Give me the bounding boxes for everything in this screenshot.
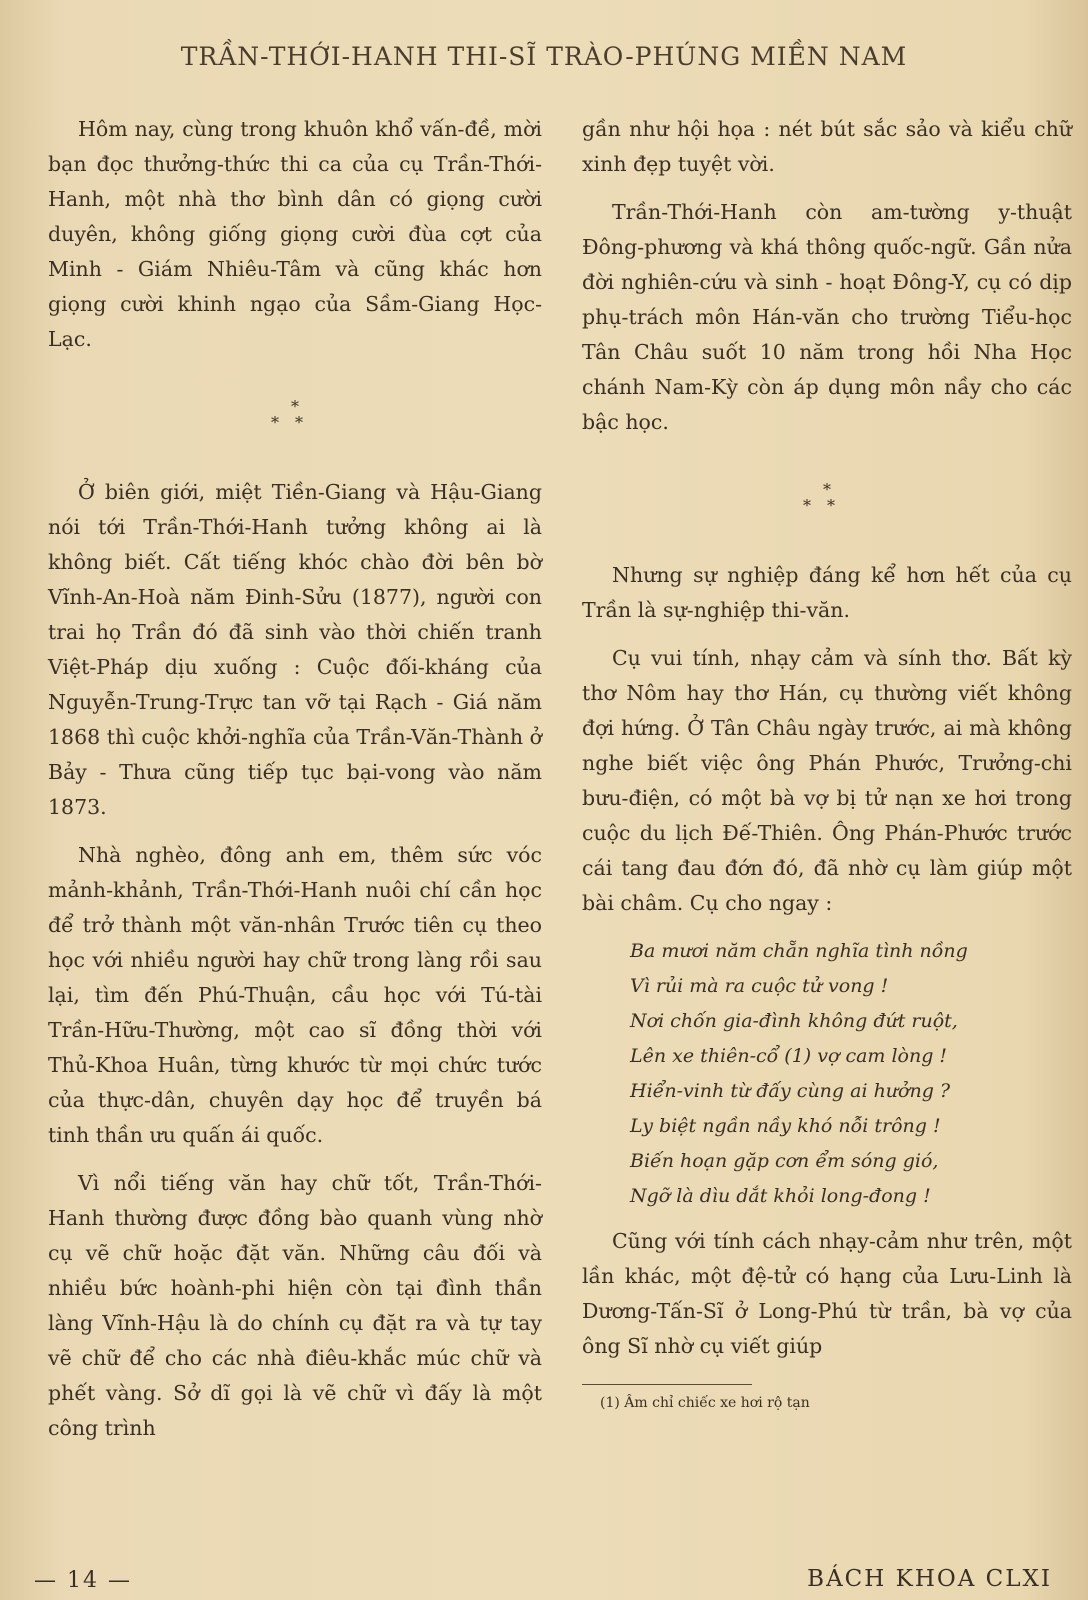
poem-line: Ba mươi năm chẵn nghĩa tình nồng <box>630 940 968 962</box>
journal-name: BÁCH KHOA CLXI <box>807 1566 1052 1592</box>
page-number: — 14 — <box>34 1568 132 1593</box>
poem-line: Vì rủi mà ra cuộc tử vong ! <box>630 975 889 997</box>
paragraph: Vì nổi tiếng văn hay chữ tốt, Trần-Thới-Hanh thường được đồng bào quanh vùng nhờ cụ vẽ chữ hoặc đặt văn. Những câu đối và nhiều bức hoành-phi hiện còn tại đình thần làng Vĩnh-Hậu là do chính cụ đặt ra và tự tay vẽ chữ để cho các nhà điêu-khắc múc chữ và phết vàng. Sở dĩ gọi là vẽ chữ vì đấy là một công trình <box>48 1171 542 1440</box>
paragraph: Hôm nay, cùng trong khuôn khổ vấn-đề, mời bạn đọc thưởng-thức thi ca của cụ Trần-Thới-Hanh, một nhà thơ bình dân có giọng cười duyên, không giống giọng cười đùa cợt của Minh - Giám Nhiêu-Tâm và cũng khác hơn giọng cười khinh ngạo của Sầm-Giang Học-Lạc. <box>48 117 542 351</box>
left-column <box>48 112 542 1459</box>
footnote-rule <box>582 1384 752 1385</box>
paragraph: Cũng với tính cách nhạy-cảm như trên, một lần khác, một đệ-tử có hạng của Lưu-Linh là Dương-Tấn-Sĩ ở Long-Phú từ trần, bà vợ của ông Sĩ nhờ cụ viết giúp <box>582 1229 1072 1358</box>
paragraph: Nhưng sự nghiệp đáng kể hơn hết của cụ Trần là sự-nghiệp thi-văn. <box>582 563 1072 622</box>
footnote: (1) Âm chỉ chiếc xe hơi rộ tạn <box>600 1395 810 1411</box>
poem-line: Biến hoạn gặp cơn ểm sóng gió, <box>630 1150 939 1172</box>
right-column <box>582 112 1072 1413</box>
paragraph: Cụ vui tính, nhạy cảm và sính thơ. Bất kỳ thơ Nôm hay thơ Hán, cụ thường viết không đợi hứng. Ở Tân Châu ngày trước, ai mà không nghe biết việc ông Phán Phước, Trưởng-chi bưu-điện, có một bà vợ bị tử nạn xe hơi trong cuộc du lịch Đế-Thiên. Ông Phán-Phước trước cái tang đau đớn đó, đã nhờ cụ làm giúp một bài châm. Cụ cho ngay : <box>582 646 1072 915</box>
paragraph: Nhà nghèo, đông anh em, thêm sức vóc mảnh-khảnh, Trần-Thới-Hanh nuôi chí cần học để trở thành một văn-nhân Trước tiên cụ theo học với nhiều người hay chữ trong làng rồi sau lại, tìm đến Phú-Thuận, cầu học với Tú-tài Trần-Hữu-Thường, một cao sĩ đồng thời với Thủ-Khoa Huân, từng khước từ mọi chức tước của thực-dân, chuyên dạy học để truyền bá tinh thần ưu quấn ái quốc. <box>48 843 542 1147</box>
section-separator: * ** <box>271 397 319 432</box>
paragraph: gần như hội họa : nét bút sắc sảo và kiểu chữ xinh đẹp tuyệt vời. <box>582 117 1072 176</box>
poem-line: Ngỡ là dìu dắt khỏi long-đong ! <box>630 1185 931 1207</box>
paragraph: Trần-Thới-Hanh còn am-tường y-thuật Đông-phương và khá thông quốc-ngữ. Gần nửa đời nghiên-cứu và sinh - hoạt Đông-Y, cụ có dịp phụ-trách môn Hán-văn cho trường Tiểu-học Tân Châu suốt 10 năm trong hồi Nha Học chánh Nam-Kỳ còn áp dụng môn nầy cho các bậc học. <box>582 200 1072 434</box>
poem-line: Ly biệt ngần nầy khó nỗi trông ! <box>630 1115 941 1137</box>
paragraph: Ở biên giới, miệt Tiền-Giang và Hậu-Giang nói tới Trần-Thới-Hanh tưởng không ai là không biết. Cất tiếng khóc chào đời bên bờ Vĩnh-An-Hoà năm Đinh-Sửu (1877), người con trai họ Trần đó đã sinh vào thời chiến tranh Việt-Pháp dịu xuống : Cuộc đối-kháng của Nguyễn-Trung-Trực tan vỡ tại Rạch - Giá năm 1868 thì cuộc khởi-nghĩa của Trần-Văn-Thành ở Bảy - Thưa cũng tiếp tục bại-vong vào năm 1873. <box>48 480 542 819</box>
poem-line: Nơi chốn gia-đình không đứt ruột, <box>630 1010 958 1032</box>
poem <box>630 934 1072 1214</box>
poem-line: Lên xe thiên-cổ (1) vợ cam lòng ! <box>630 1045 948 1067</box>
poem-line: Hiển-vinh từ đấy cùng ai hưởng ? <box>630 1080 951 1102</box>
running-header: TRẦN-THỚI-HANH THI-SĨ TRÀO-PHÚNG MIỀN NAM <box>180 42 908 71</box>
section-separator: * ** <box>803 480 851 515</box>
